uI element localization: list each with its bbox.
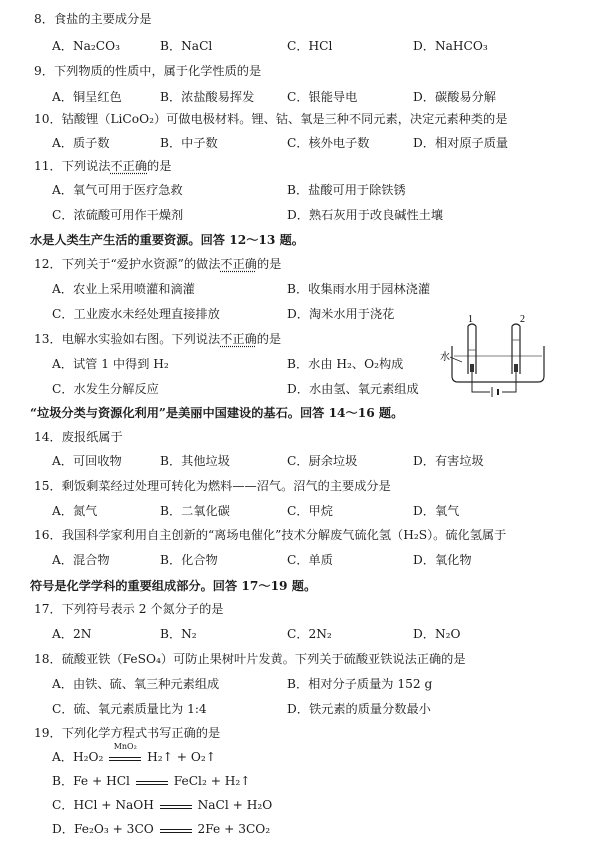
question-11 [34, 157, 171, 174]
q11-option-d: D．熟石灰用于改良碱性土壤 [287, 208, 444, 222]
q11-emphasis: 不正确 [110, 159, 148, 173]
q12-option-c: C．工业废水未经处理直接排放 [52, 307, 220, 321]
q13-emphasis: 不正确 [220, 332, 257, 346]
q14-option-c: C．厨余垃圾 [287, 454, 358, 468]
q18-option-a: A．由铁、硫、氧三种元素组成 [52, 677, 220, 691]
q12-option-a: A．农业上采用喷灌和滴灌 [52, 282, 195, 296]
q18-option-c: C．硫、氧元素质量比为 1:4 [52, 702, 207, 716]
question-8: 8．食盐的主要成分是 [34, 12, 152, 26]
electrode-2 [514, 364, 518, 372]
q11-option-c: C．浓硫酸可用作干燥剂 [52, 208, 184, 222]
q14-option-d: D．有害垃圾 [413, 454, 484, 468]
q17-option-b: B．N₂ [160, 627, 197, 641]
q19-d-products: 2Fe + 3CO₂ [197, 822, 271, 836]
q10-option-d: D．相对原子质量 [413, 136, 509, 150]
q10-option-b: B．中子数 [160, 136, 218, 150]
q17-option-a: A．2N [52, 627, 92, 641]
equals-sign-with-catalyst [107, 741, 143, 765]
q17-option-c: C．2N₂ [287, 627, 332, 641]
q19-c-products: NaCl + H₂O [197, 798, 273, 812]
question-14: 14．废报纸属于 [34, 430, 123, 444]
q19-c-reactants: C．HCl + NaOH [52, 798, 154, 812]
q19-a-reactants: A．H₂O₂ [52, 750, 104, 764]
question-13 [34, 330, 281, 347]
q16-option-c: C．单质 [287, 553, 333, 567]
q10-option-c: C．核外电子数 [287, 136, 370, 150]
q19-b-products: FeCl₂ + H₂↑ [173, 774, 251, 788]
q18-option-b: B．相对分子质量为 152 g [287, 677, 433, 691]
q19-d-reactants: D．Fe₂O₃ + 3CO [52, 822, 154, 836]
q9-option-d: D．碳酸易分解 [413, 90, 496, 104]
q19-option-c [52, 796, 272, 813]
q13-option-b: B．水由 H₂、O₂构成 [287, 357, 404, 371]
q15-option-b: B．二氧化碳 [160, 504, 230, 518]
question-12 [34, 255, 281, 272]
section-heading-waste: “垃圾分类与资源化利用”是美丽中国建设的基石。回答 14～16 题。 [30, 406, 404, 420]
q9-option-c: C．银能导电 [287, 90, 358, 104]
q19-option-d [52, 820, 270, 837]
electrolysis-diagram [440, 312, 552, 402]
q19-a-products: H₂↑ + O₂↑ [147, 750, 216, 764]
q14-option-a: A．可回收物 [52, 454, 122, 468]
section-heading-symbols: 符号是化学学科的重要组成部分。回答 17～19 题。 [30, 579, 317, 593]
q15-option-a: A．氮气 [52, 504, 98, 518]
q15-option-d: D．氧气 [413, 504, 460, 518]
q16-option-a: A．混合物 [52, 553, 110, 567]
equals-sign [134, 775, 170, 789]
q19-option-a [52, 741, 216, 765]
section-heading-water: 水是人类生产生活的重要资源。回答 12～13 题。 [30, 233, 304, 247]
q11-option-a: A．氧气可用于医疗急救 [52, 183, 183, 197]
q13-stem-pre: 13．电解水实验如右图。下列说法 [34, 332, 221, 346]
q8-option-d: D．NaHCO₃ [413, 39, 488, 53]
tube-1-label: 1 [468, 314, 473, 325]
q18-option-d: D．铁元素的质量分数最小 [287, 702, 431, 716]
question-9: 9．下列物质的性质中，属于化学性质的是 [34, 64, 262, 78]
question-19: 19．下列化学方程式书写正确的是 [34, 726, 221, 740]
q10-option-a: A．质子数 [52, 136, 110, 150]
q19-b-reactants: B．Fe + HCl [52, 774, 130, 788]
q17-option-d: D．N₂O [413, 627, 461, 641]
q11-stem-pre: 11．下列说法 [34, 159, 111, 173]
water-label: 水 [440, 352, 450, 363]
q8-option-b: B．NaCl [160, 39, 213, 53]
electrode-1 [470, 364, 474, 372]
question-17: 17．下列符号表示 2 个氮分子的是 [34, 602, 224, 616]
q8-option-c: C．HCl [287, 39, 333, 53]
equals-sign [158, 823, 194, 837]
q12-option-d: D．淘米水用于浇花 [287, 307, 395, 321]
q14-option-b: B．其他垃圾 [160, 454, 230, 468]
q13-option-d: D．水由氢、氧元素组成 [287, 382, 419, 396]
q12-emphasis: 不正确 [220, 257, 257, 271]
question-10: 10．钴酸锂（LiCoO₂）可做电极材料。锂、钴、氧是三种不同元素，决定元素种类的是 [34, 112, 508, 126]
q15-option-c: C．甲烷 [287, 504, 333, 518]
q16-option-d: D．氧化物 [413, 553, 472, 567]
q9-option-a: A．铜呈红色 [52, 90, 122, 104]
q11-option-b: B．盐酸可用于除铁锈 [287, 183, 406, 197]
equals-sign [158, 799, 194, 813]
q12-stem-post: 的是 [256, 257, 282, 271]
tube-2-label: 2 [520, 314, 525, 325]
q13-stem-post: 的是 [256, 332, 282, 346]
q11-stem-post: 的是 [147, 159, 172, 173]
q12-stem-pre: 12．下列关于“爱护水资源”的做法 [34, 257, 221, 271]
question-16: 16．我国科学家利用自主创新的“离场电催化”技术分解废气硫化氢（H₂S）。硫化氢属于 [34, 528, 507, 542]
q13-option-c: C．水发生分解反应 [52, 382, 159, 396]
question-18: 18．硫酸亚铁（FeSO₄）可防止果树叶片发黄。下列关于硫酸亚铁说法正确的是 [34, 652, 466, 666]
q8-option-a: A．Na₂CO₃ [52, 39, 121, 53]
catalyst-label: MnO₂ [113, 741, 137, 751]
q9-option-b: B．浓盐酸易挥发 [160, 90, 255, 104]
q12-option-b: B．收集雨水用于园林浇灌 [287, 282, 431, 296]
q16-option-b: B．化合物 [160, 553, 218, 567]
q13-option-a: A．试管 1 中得到 H₂ [52, 357, 169, 371]
basin [452, 346, 544, 382]
question-15: 15．剩饭剩菜经过处理可转化为燃料——沼气。沼气的主要成分是 [34, 479, 391, 493]
q19-option-b [52, 772, 251, 789]
